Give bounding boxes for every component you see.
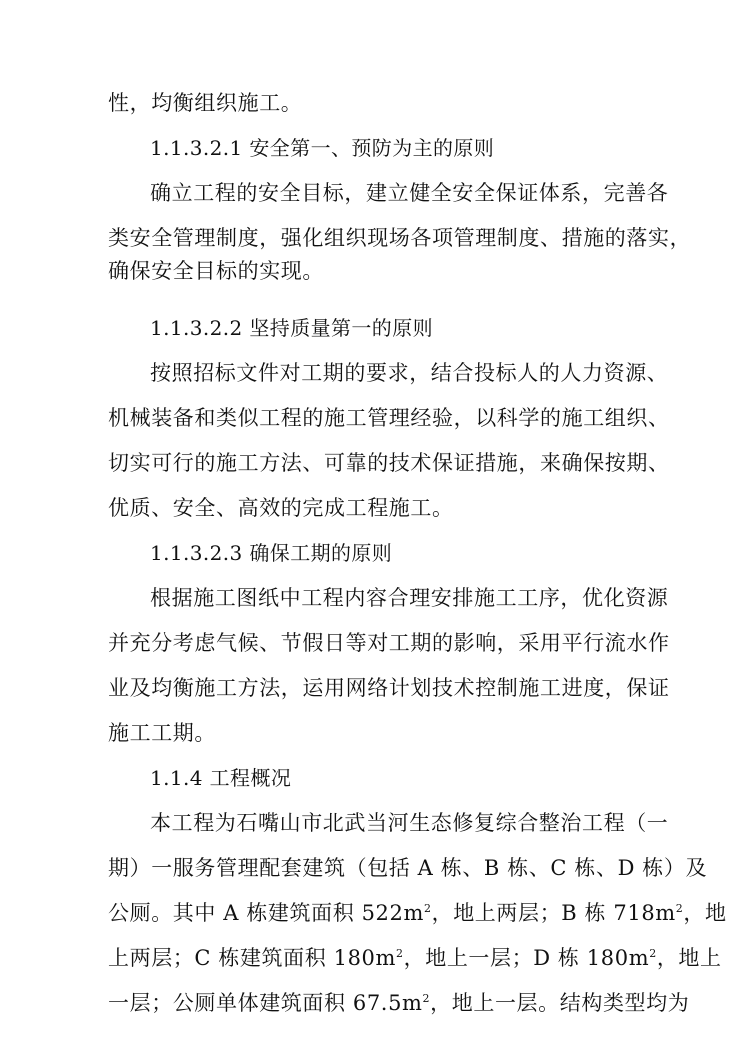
superscript: 2 <box>396 947 404 960</box>
paragraph-line: 根据施工图纸中工程内容合理安排施工工序，优化资源 <box>150 586 669 610</box>
text-segment: ，地 <box>683 901 727 925</box>
section-heading-1-1-3-2-1: 1.1.3.2.1 安全第一、预防为主的原则 <box>150 136 495 160</box>
paragraph-line: 优质、安全、高效的完成工程施工。 <box>108 496 454 520</box>
section-heading-1-1-3-2-3: 1.1.3.2.3 确保工期的原则 <box>150 541 393 565</box>
paragraph-line: 按照招标文件对工期的要求，结合投标人的人力资源、 <box>150 361 669 385</box>
paragraph-line-area-3 <box>108 981 690 1025</box>
section-heading-1-1-4: 1.1.4 工程概况 <box>150 766 292 790</box>
superscript: 2 <box>675 902 684 915</box>
paragraph-line: 类安全管理制度，强化组织现场各项管理制度、措施的落实， <box>108 226 692 250</box>
superscript: 2 <box>422 992 431 1005</box>
paragraph-line: 施工工期。 <box>108 721 216 745</box>
text-segment: 上两层；C 栋建筑面积 180m <box>108 946 397 970</box>
text-segment: ，地上 <box>656 946 722 970</box>
paragraph-line: 性，均衡组织施工。 <box>108 91 303 115</box>
section-heading-1-1-3-2-2: 1.1.3.2.2 坚持质量第一的原则 <box>150 316 434 340</box>
paragraph-line: 确保安全目标的实现。 <box>108 259 324 283</box>
text-segment: 一层；公厕单体建筑面积 67.5m <box>108 991 423 1015</box>
text-segment: ，地上两层；B 栋 718m <box>431 901 676 925</box>
paragraph-line: 本工程为石嘴山市北武当河生态修复综合整治工程（一 <box>150 811 669 835</box>
paragraph-line: 确立工程的安全目标，建立健全安全保证体系，完善各 <box>150 181 669 205</box>
paragraph-line: 业及均衡施工方法，运用网络计划技术控制施工进度，保证 <box>108 676 670 700</box>
text-segment: ，地上一层；D 栋 180m <box>403 946 650 970</box>
paragraph-line: 并充分考虑气候、节假日等对工期的影响，采用平行流水作 <box>108 631 670 655</box>
paragraph-line-area-1 <box>108 891 727 935</box>
paragraph-line: 期）一服务管理配套建筑（包括 A 栋、B 栋、C 栋、D 栋）及 <box>108 856 708 880</box>
superscript: 2 <box>649 947 657 960</box>
superscript: 2 <box>424 902 432 915</box>
paragraph-line: 切实可行的施工方法、可靠的技术保证措施，来确保按期、 <box>108 451 670 475</box>
paragraph-line-area-2 <box>108 936 722 980</box>
paragraph-line: 机械装备和类似工程的施工管理经验，以科学的施工组织、 <box>108 406 670 430</box>
text-segment: 公厕。其中 A 栋建筑面积 522m <box>108 901 424 925</box>
text-segment: ，地上一层。结构类型均为 <box>430 991 690 1015</box>
